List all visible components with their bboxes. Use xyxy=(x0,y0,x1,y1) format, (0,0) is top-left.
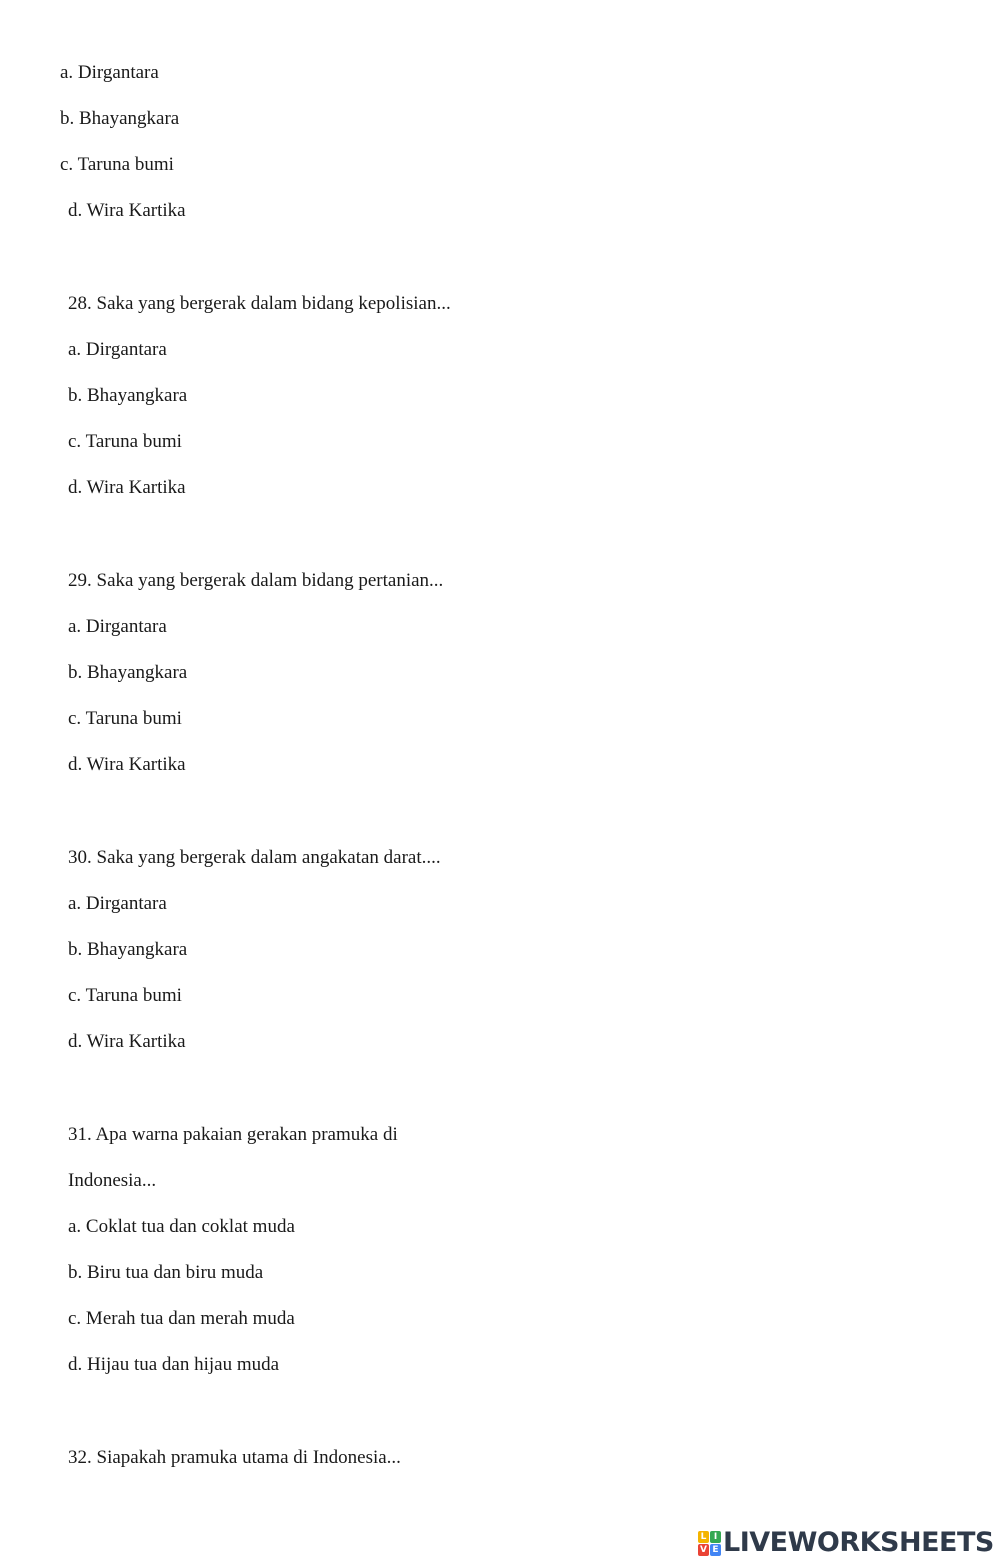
q30-option-b: b. Bhayangkara xyxy=(68,939,188,960)
q28-option-a: a. Dirgantara xyxy=(68,339,167,360)
logo-text: LIVEWORKSHEETS xyxy=(723,1527,994,1558)
q30-option-a: a. Dirgantara xyxy=(68,893,167,914)
q31-option-d: d. Hijau tua dan hijau muda xyxy=(68,1354,280,1375)
q31-option-c: c. Merah tua dan merah muda xyxy=(68,1308,295,1329)
q31-option-b: b. Biru tua dan biru muda xyxy=(68,1262,264,1283)
q29-option-d: d. Wira Kartika xyxy=(68,754,186,775)
logo-letter-e: E xyxy=(710,1544,721,1556)
question-31-line1: 31. Apa warna pakaian gerakan pramuka di xyxy=(68,1124,398,1145)
option-d: d. Wira Kartika xyxy=(68,200,186,221)
q29-option-c: c. Taruna bumi xyxy=(68,708,182,729)
q29-option-a: a. Dirgantara xyxy=(68,616,167,637)
q29-option-b: b. Bhayangkara xyxy=(68,662,188,683)
logo-letter-i: I xyxy=(710,1531,721,1543)
logo-letter-l: L xyxy=(698,1531,709,1543)
q28-option-b: b. Bhayangkara xyxy=(68,385,188,406)
q30-option-c: c. Taruna bumi xyxy=(68,985,182,1006)
question-28: 28. Saka yang bergerak dalam bidang kepolisian... xyxy=(68,293,451,314)
q31-option-a: a. Coklat tua dan coklat muda xyxy=(68,1216,295,1237)
option-c: c. Taruna bumi xyxy=(60,154,174,175)
option-a: a. Dirgantara xyxy=(60,62,159,83)
option-b: b. Bhayangkara xyxy=(60,108,180,129)
q30-option-d: d. Wira Kartika xyxy=(68,1031,186,1052)
question-30: 30. Saka yang bergerak dalam angakatan darat.... xyxy=(68,847,441,868)
liveworksheets-logo xyxy=(698,1528,994,1558)
logo-letter-v: V xyxy=(698,1544,709,1556)
live-logo-mark-icon xyxy=(698,1531,721,1556)
question-31-line2: Indonesia... xyxy=(68,1170,157,1191)
q28-option-d: d. Wira Kartika xyxy=(68,477,186,498)
question-29: 29. Saka yang bergerak dalam bidang pertanian... xyxy=(68,570,444,591)
q28-option-c: c. Taruna bumi xyxy=(68,431,182,452)
question-32: 32. Siapakah pramuka utama di Indonesia... xyxy=(68,1447,401,1468)
